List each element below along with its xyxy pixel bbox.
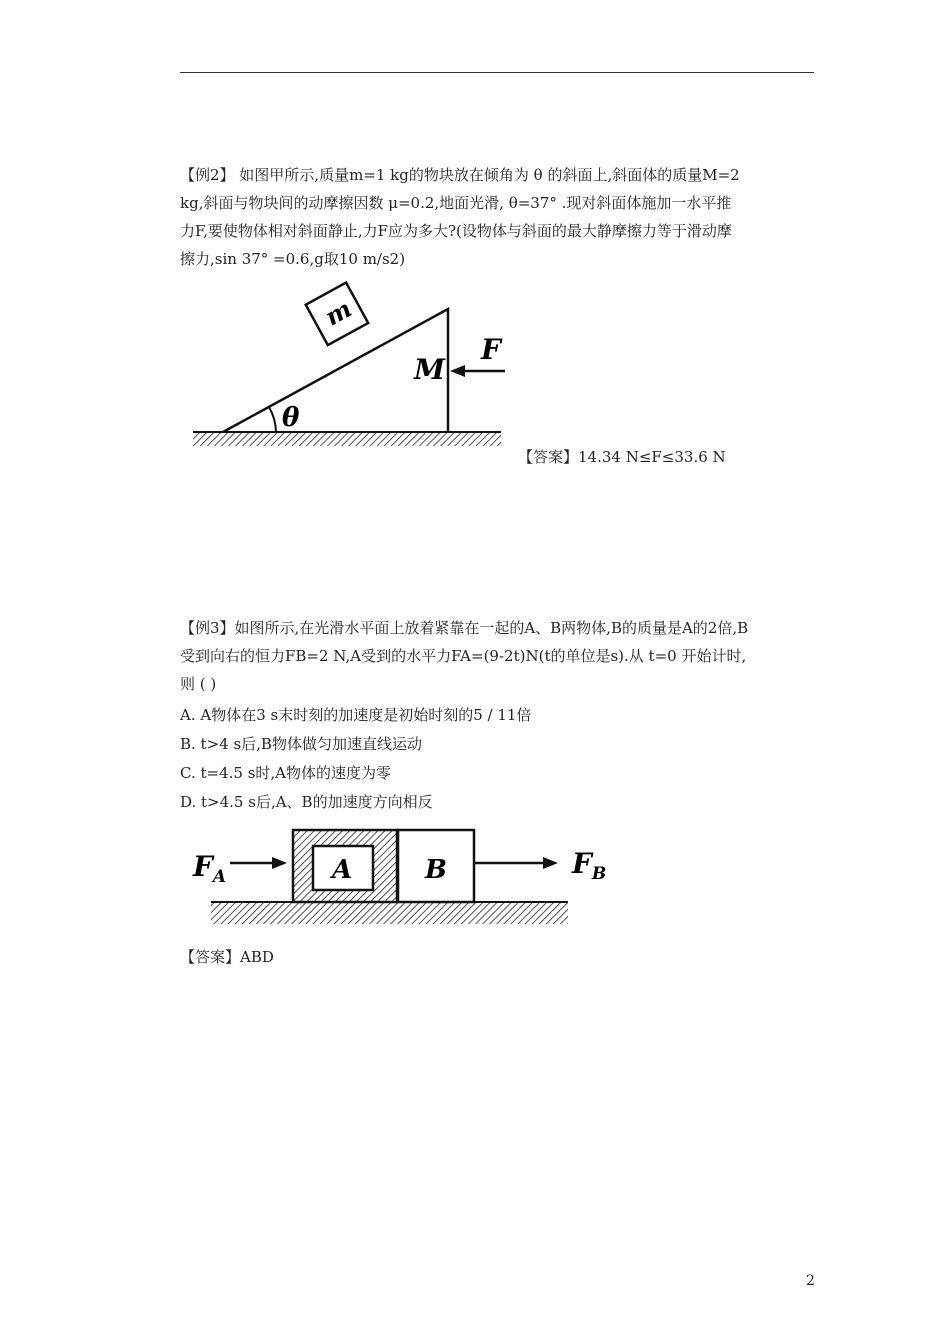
example-3-line: 则 ( ) <box>180 675 217 693</box>
incline-figure <box>188 295 508 465</box>
example-2-line: 力F,要使物体相对斜面静止,力F应为多大?(设物体与斜面的最大静摩擦力等于滑动摩 <box>180 222 732 240</box>
page-number: 2 <box>806 1273 815 1289</box>
option-a: A. A物体在3 s末时刻的加速度是初始时刻的5 / 11倍 <box>180 706 532 724</box>
example-2-answer: 【答案】14.34 N≤F≤33.6 N <box>518 448 726 466</box>
wedge-label: M <box>414 353 445 386</box>
angle-arc <box>269 407 276 432</box>
ground-hatch <box>211 902 568 924</box>
force-b-arrowhead <box>543 857 558 869</box>
header-rule <box>180 72 814 73</box>
example-2-line: kg,斜面与物块间的动摩擦因数 μ=0.2,地面光滑, θ=37° .现对斜面体施加一水平推 <box>180 194 732 212</box>
example-3-answer: 【答案】ABD <box>180 948 274 966</box>
force-f-arrowhead <box>450 365 465 377</box>
option-b: B. t>4 s后,B物体做匀加速直线运动 <box>180 735 422 753</box>
ground-hatch <box>193 432 501 446</box>
example-3-line: 【例3】如图所示,在光滑水平面上放着紧靠在一起的A、B两物体,B的质量是A的2倍,B <box>180 619 749 637</box>
option-d: D. t>4.5 s后,A、B的加速度方向相反 <box>180 793 433 811</box>
force-f-label: F <box>481 333 501 366</box>
example-3-text <box>180 614 820 698</box>
example-2-text <box>180 161 820 273</box>
block-b-label: B <box>425 855 447 885</box>
block-a-label: A <box>332 855 353 885</box>
example-2-line: 擦力,sin 37° =0.6,g取10 m/s2) <box>180 250 406 268</box>
force-b-label: $F_B$ <box>572 847 607 884</box>
option-c: C. t=4.5 s时,A物体的速度为零 <box>180 764 391 782</box>
force-a-arrowhead <box>272 857 287 869</box>
blocks-figure <box>188 822 618 932</box>
example-3-line: 受到向右的恒力FB=2 N,A受到的水平力FA=(9-2t)N(t的单位是s).从 t=0 开始计时, <box>180 647 747 665</box>
example-2-line: 【例2】 如图甲所示,质量m=1 kg的物块放在倾角为 θ 的斜面上,斜面体的质量M=2 <box>180 166 740 184</box>
block-m-label: m <box>320 293 357 332</box>
angle-label: θ <box>282 403 300 433</box>
force-a-label: $F_A$ <box>193 850 227 887</box>
